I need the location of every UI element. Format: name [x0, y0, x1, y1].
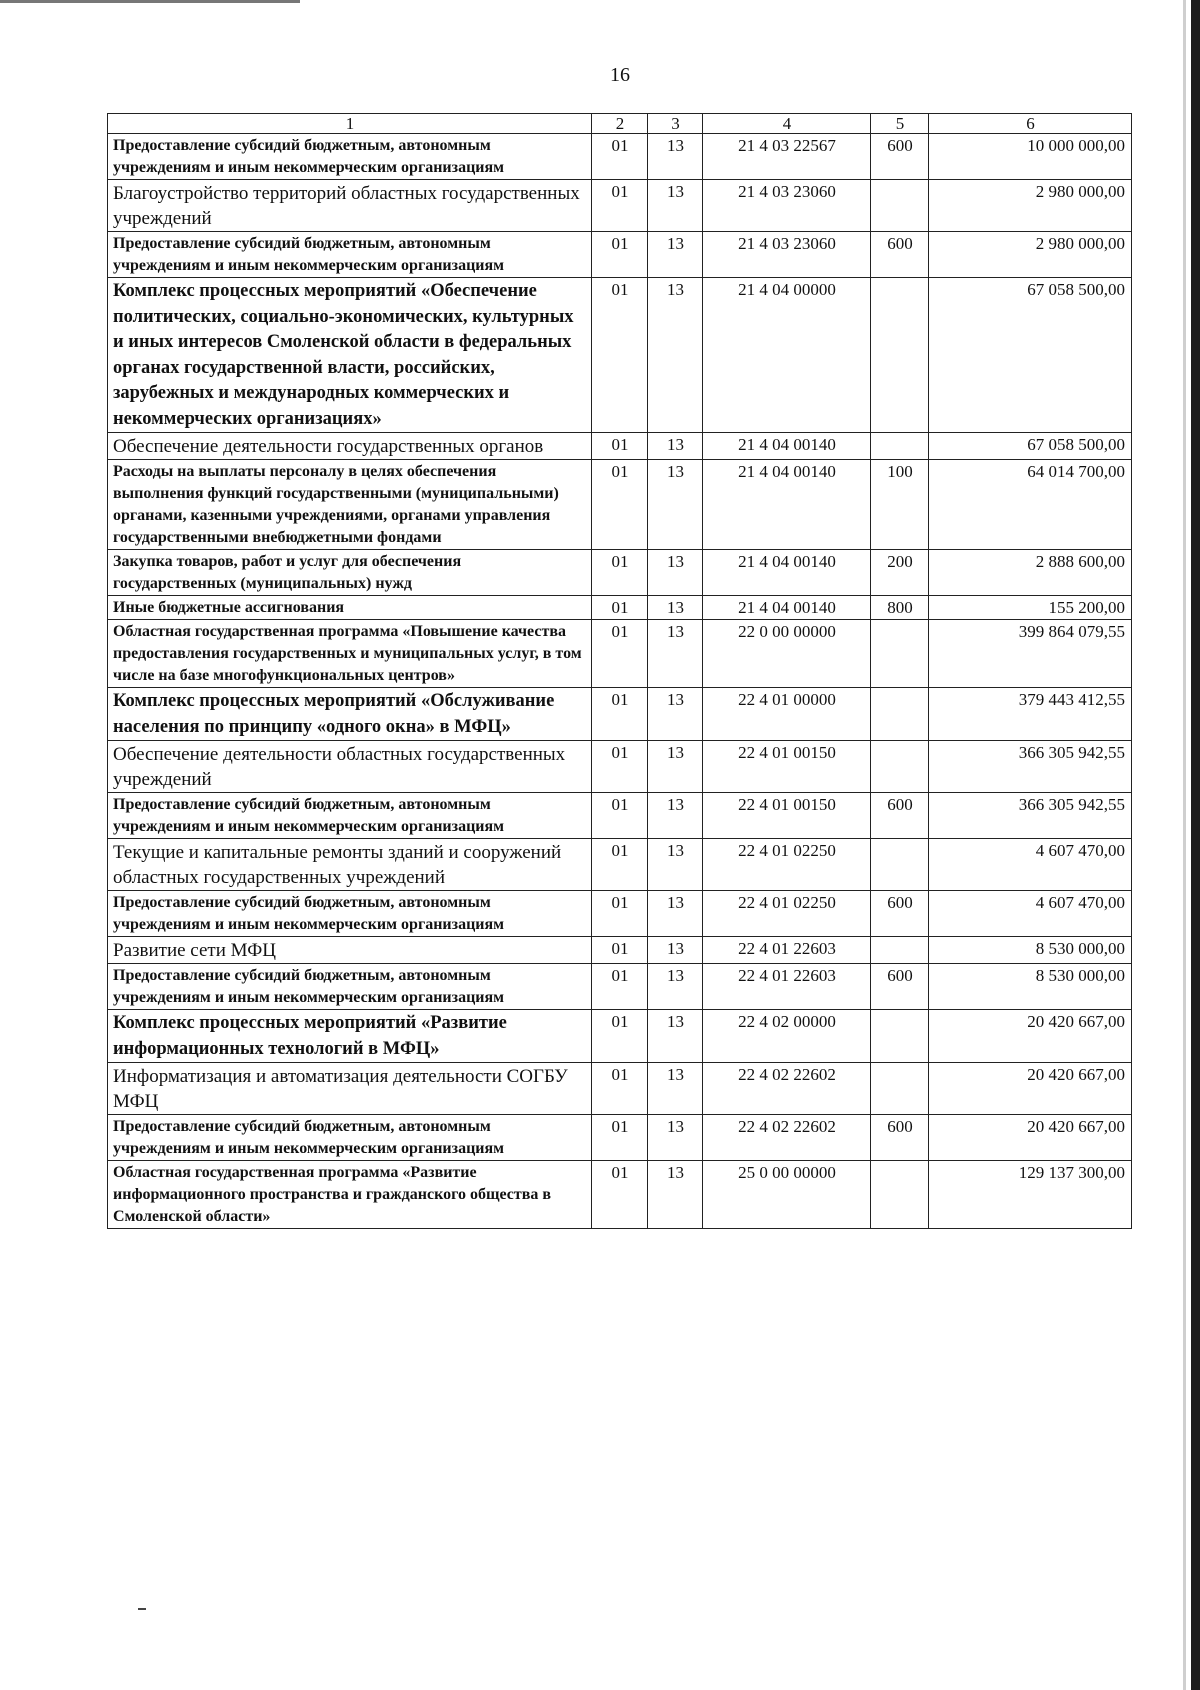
row-expense-type: 600	[871, 134, 929, 180]
table-row	[108, 134, 1132, 180]
row-expense-type: 600	[871, 964, 929, 1010]
row-description: Предоставление субсидий бюджетным, автономным учреждениям и иным некоммерческим организациям	[108, 134, 592, 180]
row-expense-type	[871, 688, 929, 741]
row-amount: 366 305 942,55	[929, 741, 1132, 793]
row-target-article: 22 4 01 02250	[703, 839, 871, 891]
row-section: 01	[592, 134, 648, 180]
row-target-article: 22 4 02 22602	[703, 1063, 871, 1115]
table-row	[108, 839, 1132, 891]
row-subsection: 13	[648, 1115, 703, 1161]
row-description: Областная государственная программа «Повышение качества предоставления государственных и муниципальных услуг, в том числе на базе многофункциональных центров»	[108, 620, 592, 688]
row-description: Обеспечение деятельности областных государственных учреждений	[108, 741, 592, 793]
row-description: Закупка товаров, работ и услуг для обеспечения государственных (муниципальных) нужд	[108, 550, 592, 596]
row-section: 01	[592, 1010, 648, 1063]
header-col-2: 2	[592, 114, 648, 134]
row-section: 01	[592, 891, 648, 937]
row-target-article: 22 4 01 22603	[703, 937, 871, 964]
row-expense-type	[871, 839, 929, 891]
table-row	[108, 688, 1132, 741]
row-subsection: 13	[648, 433, 703, 460]
row-description: Комплекс процессных мероприятий «Обеспечение политических, социально-экономических, культурных и иных интересов Смоленской области в федеральных органах государственной власти, российских, зарубежных и международных коммерческих и некоммерческих организациях»	[108, 278, 592, 433]
row-subsection: 13	[648, 278, 703, 433]
row-description: Предоставление субсидий бюджетным, автономным учреждениям и иным некоммерческим организациям	[108, 232, 592, 278]
row-section: 01	[592, 596, 648, 620]
row-expense-type	[871, 278, 929, 433]
row-expense-type: 600	[871, 793, 929, 839]
row-subsection: 13	[648, 180, 703, 232]
row-section: 01	[592, 793, 648, 839]
row-amount: 2 980 000,00	[929, 180, 1132, 232]
row-amount: 155 200,00	[929, 596, 1132, 620]
row-expense-type	[871, 620, 929, 688]
table-row	[108, 550, 1132, 596]
row-target-article: 21 4 04 00000	[703, 278, 871, 433]
table-row	[108, 1161, 1132, 1229]
table-row	[108, 1010, 1132, 1063]
header-col-5: 5	[871, 114, 929, 134]
row-amount: 20 420 667,00	[929, 1115, 1132, 1161]
table-row	[108, 793, 1132, 839]
row-subsection: 13	[648, 937, 703, 964]
header-col-4: 4	[703, 114, 871, 134]
row-amount: 64 014 700,00	[929, 460, 1132, 550]
row-section: 01	[592, 1063, 648, 1115]
table-row	[108, 433, 1132, 460]
row-section: 01	[592, 688, 648, 741]
row-target-article: 21 4 03 23060	[703, 232, 871, 278]
scan-top-rule	[0, 0, 300, 3]
row-target-article: 21 4 03 22567	[703, 134, 871, 180]
scan-edge-shadow	[1183, 0, 1186, 1690]
row-amount: 67 058 500,00	[929, 278, 1132, 433]
row-amount: 2 888 600,00	[929, 550, 1132, 596]
header-col-3: 3	[648, 114, 703, 134]
row-expense-type: 800	[871, 596, 929, 620]
scan-right-edge	[1191, 0, 1200, 1690]
row-subsection: 13	[648, 1063, 703, 1115]
row-target-article: 22 4 02 00000	[703, 1010, 871, 1063]
budget-table	[107, 113, 1132, 1229]
row-target-article: 22 0 00 00000	[703, 620, 871, 688]
row-amount: 379 443 412,55	[929, 688, 1132, 741]
row-subsection: 13	[648, 839, 703, 891]
row-expense-type: 200	[871, 550, 929, 596]
row-amount: 10 000 000,00	[929, 134, 1132, 180]
row-subsection: 13	[648, 232, 703, 278]
row-section: 01	[592, 964, 648, 1010]
row-target-article: 22 4 02 22602	[703, 1115, 871, 1161]
row-description: Областная государственная программа «Развитие информационного пространства и гражданского общества в Смоленской области»	[108, 1161, 592, 1229]
table-row	[108, 937, 1132, 964]
row-description: Развитие сети МФЦ	[108, 937, 592, 964]
row-expense-type: 600	[871, 232, 929, 278]
row-subsection: 13	[648, 1161, 703, 1229]
row-expense-type	[871, 937, 929, 964]
row-section: 01	[592, 839, 648, 891]
row-amount: 8 530 000,00	[929, 937, 1132, 964]
row-subsection: 13	[648, 1010, 703, 1063]
row-description: Предоставление субсидий бюджетным, автономным учреждениям и иным некоммерческим организациям	[108, 793, 592, 839]
row-section: 01	[592, 180, 648, 232]
row-expense-type	[871, 741, 929, 793]
row-amount: 4 607 470,00	[929, 839, 1132, 891]
scan-mark	[138, 1608, 146, 1610]
table-row	[108, 964, 1132, 1010]
row-subsection: 13	[648, 688, 703, 741]
row-section: 01	[592, 937, 648, 964]
table-row	[108, 741, 1132, 793]
row-target-article: 22 4 01 00150	[703, 741, 871, 793]
row-description: Обеспечение деятельности государственных органов	[108, 433, 592, 460]
row-description: Расходы на выплаты персоналу в целях обеспечения выполнения функций государственными (муниципальными) органами, казенными учреждениями, органами управления государственными внебюджетными фондами	[108, 460, 592, 550]
row-section: 01	[592, 460, 648, 550]
row-subsection: 13	[648, 620, 703, 688]
row-target-article: 22 4 01 22603	[703, 964, 871, 1010]
row-subsection: 13	[648, 134, 703, 180]
row-description: Предоставление субсидий бюджетным, автономным учреждениям и иным некоммерческим организациям	[108, 1115, 592, 1161]
row-amount: 20 420 667,00	[929, 1063, 1132, 1115]
row-section: 01	[592, 278, 648, 433]
row-section: 01	[592, 433, 648, 460]
row-target-article: 21 4 04 00140	[703, 460, 871, 550]
row-amount: 20 420 667,00	[929, 1010, 1132, 1063]
table-row	[108, 460, 1132, 550]
row-description: Иные бюджетные ассигнования	[108, 596, 592, 620]
row-amount: 2 980 000,00	[929, 232, 1132, 278]
row-target-article: 21 4 04 00140	[703, 433, 871, 460]
row-amount: 4 607 470,00	[929, 891, 1132, 937]
row-section: 01	[592, 1115, 648, 1161]
row-description: Благоустройство территорий областных государственных учреждений	[108, 180, 592, 232]
row-expense-type: 100	[871, 460, 929, 550]
row-section: 01	[592, 741, 648, 793]
table-row	[108, 891, 1132, 937]
row-description: Информатизация и автоматизация деятельности СОГБУ МФЦ	[108, 1063, 592, 1115]
row-description: Комплекс процессных мероприятий «Развитие информационных технологий в МФЦ»	[108, 1010, 592, 1063]
row-expense-type	[871, 433, 929, 460]
row-subsection: 13	[648, 550, 703, 596]
row-amount: 8 530 000,00	[929, 964, 1132, 1010]
row-section: 01	[592, 1161, 648, 1229]
row-description: Комплекс процессных мероприятий «Обслуживание населения по принципу «одного окна» в МФЦ»	[108, 688, 592, 741]
table-row	[108, 620, 1132, 688]
table-row	[108, 1063, 1132, 1115]
row-expense-type	[871, 1063, 929, 1115]
row-expense-type	[871, 1010, 929, 1063]
table-row	[108, 232, 1132, 278]
page-number: 16	[610, 64, 630, 86]
row-description: Предоставление субсидий бюджетным, автономным учреждениям и иным некоммерческим организациям	[108, 891, 592, 937]
row-expense-type: 600	[871, 891, 929, 937]
row-target-article: 21 4 04 00140	[703, 550, 871, 596]
row-target-article: 21 4 04 00140	[703, 596, 871, 620]
row-subsection: 13	[648, 793, 703, 839]
row-amount: 67 058 500,00	[929, 433, 1132, 460]
row-target-article: 22 4 01 00150	[703, 793, 871, 839]
row-description: Предоставление субсидий бюджетным, автономным учреждениям и иным некоммерческим организациям	[108, 964, 592, 1010]
row-amount: 129 137 300,00	[929, 1161, 1132, 1229]
row-subsection: 13	[648, 741, 703, 793]
row-target-article: 25 0 00 00000	[703, 1161, 871, 1229]
row-target-article: 22 4 01 00000	[703, 688, 871, 741]
row-target-article: 21 4 03 23060	[703, 180, 871, 232]
header-col-1: 1	[108, 114, 592, 134]
row-target-article: 22 4 01 02250	[703, 891, 871, 937]
row-expense-type	[871, 1161, 929, 1229]
row-subsection: 13	[648, 460, 703, 550]
row-description: Текущие и капитальные ремонты зданий и сооружений областных государственных учреждений	[108, 839, 592, 891]
header-col-6: 6	[929, 114, 1132, 134]
table-row	[108, 278, 1132, 433]
row-section: 01	[592, 232, 648, 278]
table-row	[108, 1115, 1132, 1161]
row-section: 01	[592, 550, 648, 596]
row-amount: 366 305 942,55	[929, 793, 1132, 839]
row-expense-type: 600	[871, 1115, 929, 1161]
row-section: 01	[592, 620, 648, 688]
row-subsection: 13	[648, 964, 703, 1010]
row-subsection: 13	[648, 596, 703, 620]
row-amount: 399 864 079,55	[929, 620, 1132, 688]
row-expense-type	[871, 180, 929, 232]
table-row	[108, 180, 1132, 232]
table-row	[108, 596, 1132, 620]
header-row	[108, 114, 1132, 134]
row-subsection: 13	[648, 891, 703, 937]
